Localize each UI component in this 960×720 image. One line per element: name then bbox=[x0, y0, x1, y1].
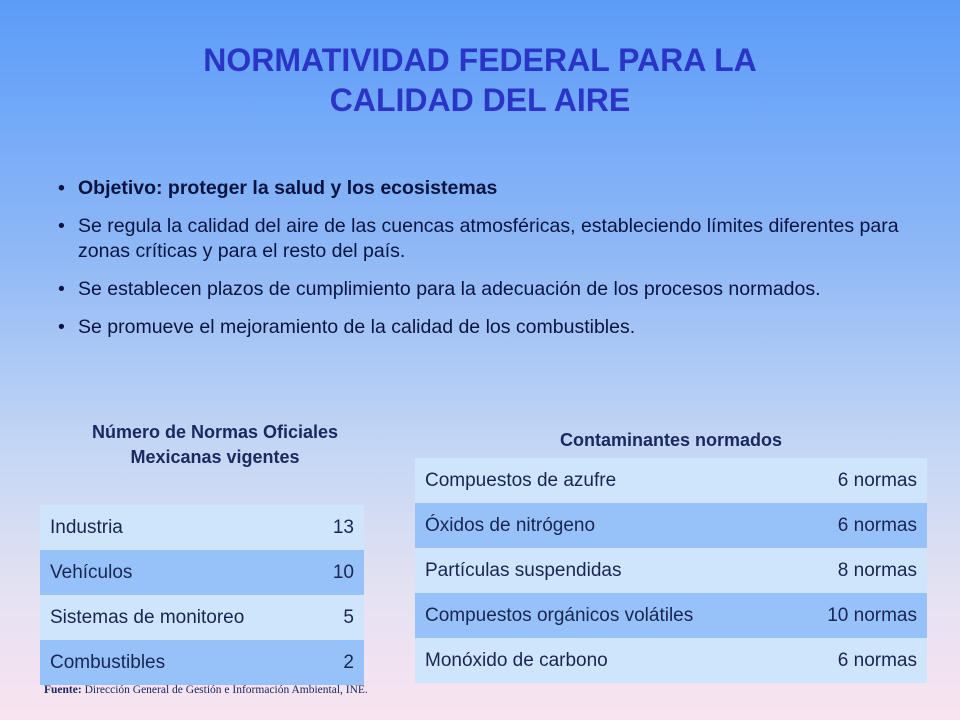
row-label: Sistemas de monitoreo bbox=[50, 606, 245, 628]
row-value: 10 normas bbox=[827, 604, 917, 626]
bullet-item-combustibles bbox=[58, 315, 908, 340]
table-row bbox=[415, 548, 927, 593]
row-label: Compuestos orgánicos volátiles bbox=[425, 604, 694, 626]
bullet-text: Objetivo: proteger la salud y los ecosistemas bbox=[78, 177, 498, 199]
bullet-list bbox=[58, 176, 908, 353]
row-value: 6 normas bbox=[837, 469, 917, 491]
row-value: 8 normas bbox=[837, 559, 917, 581]
normas-table-title: Número de Normas Oficiales Mexicanas vigentes bbox=[91, 422, 339, 467]
row-label: Compuestos de azufre bbox=[425, 469, 617, 491]
row-label: Partículas suspendidas bbox=[425, 559, 622, 581]
row-value: 10 bbox=[332, 561, 354, 583]
table-row bbox=[40, 550, 364, 595]
bullet-item-objetivo bbox=[58, 176, 908, 201]
source-text: Dirección General de Gestión e Información Ambiental, INE. bbox=[84, 684, 368, 696]
row-value: 6 normas bbox=[837, 649, 917, 671]
row-value: 2 bbox=[343, 651, 354, 673]
row-label: Industria bbox=[50, 516, 123, 538]
bullet-marker: • bbox=[58, 215, 65, 237]
row-value: 5 bbox=[343, 606, 354, 628]
contaminantes-table bbox=[415, 458, 927, 683]
source-note bbox=[44, 684, 368, 696]
contaminantes-table-title: Contaminantes normados bbox=[559, 430, 783, 450]
normas-table bbox=[40, 505, 364, 685]
bullet-item-plazos bbox=[58, 277, 908, 302]
row-label: Monóxido de carbono bbox=[425, 649, 608, 671]
table-row bbox=[40, 505, 364, 550]
bullet-text: Se promueve el mejoramiento de la calidad de los combustibles. bbox=[78, 316, 636, 338]
page-title: NORMATIVIDAD FEDERAL PARA LA CALIDAD DEL AIRE bbox=[203, 42, 757, 118]
bullet-marker: • bbox=[58, 316, 65, 338]
table-row bbox=[415, 638, 927, 683]
row-value: 6 normas bbox=[837, 514, 917, 536]
row-label: Vehículos bbox=[50, 561, 133, 583]
row-value: 13 bbox=[332, 516, 354, 538]
table-row bbox=[415, 503, 927, 548]
bullet-marker: • bbox=[58, 177, 65, 199]
table-row bbox=[40, 640, 364, 685]
row-label: Combustibles bbox=[50, 651, 166, 673]
table-row bbox=[40, 595, 364, 640]
bullet-text: Se regula la calidad del aire de las cuencas atmosféricas, estableciendo límites diferentes para zonas críticas y para el resto del país. bbox=[78, 215, 899, 262]
bullet-item-regulacion bbox=[58, 214, 908, 264]
row-label: Óxidos de nitrógeno bbox=[425, 514, 596, 536]
source-label: Fuente: bbox=[44, 684, 82, 696]
table-row bbox=[415, 593, 927, 638]
bullet-text: Se establecen plazos de cumplimiento para la adecuación de los procesos normados. bbox=[78, 278, 821, 300]
bullet-marker: • bbox=[58, 278, 65, 300]
table-row bbox=[415, 458, 927, 503]
